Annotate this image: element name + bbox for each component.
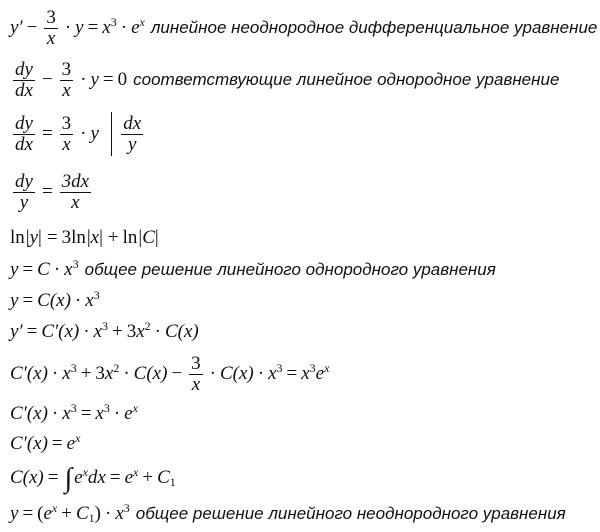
- numerator: 3: [61, 112, 72, 134]
- term: y′: [10, 17, 23, 38]
- operator: ·: [80, 123, 87, 144]
- term: C′(x): [10, 363, 48, 384]
- operator: ·: [120, 17, 128, 38]
- term: y: [10, 290, 19, 311]
- term: x: [85, 290, 94, 311]
- denominator: x: [191, 373, 201, 395]
- denominator: y: [19, 191, 29, 213]
- term: y′: [10, 321, 23, 342]
- term: 3: [95, 363, 105, 384]
- denominator: x: [62, 79, 71, 101]
- term: e: [124, 403, 133, 424]
- equation-line-3: [10, 110, 146, 158]
- fraction: [60, 114, 74, 155]
- term: C: [142, 227, 155, 248]
- term: y: [10, 503, 19, 524]
- exponent: x: [82, 464, 88, 479]
- fraction: [60, 60, 74, 101]
- denominator: x: [71, 191, 80, 213]
- fraction: [13, 60, 35, 101]
- term: C′(x): [41, 321, 80, 342]
- term: C(x): [37, 290, 71, 311]
- term: x: [115, 503, 124, 524]
- term: e: [66, 433, 76, 454]
- term: y: [29, 227, 39, 248]
- comment-text: линейное неоднородное дифференциальное уравнение: [150, 18, 598, 37]
- operator: ·: [64, 17, 72, 38]
- term: e: [315, 363, 325, 384]
- exponent: 3: [103, 400, 110, 415]
- term: ln: [122, 227, 138, 248]
- term: x: [268, 363, 277, 384]
- term: ln: [71, 227, 86, 248]
- numerator: dx: [123, 112, 142, 134]
- term: C: [157, 467, 170, 488]
- operator: =: [41, 181, 53, 202]
- term: C(x): [133, 363, 168, 384]
- operator: −: [41, 69, 53, 90]
- term: x: [93, 321, 102, 342]
- term: e: [131, 17, 140, 38]
- numerator: 3dx: [61, 170, 90, 192]
- term: x: [104, 363, 114, 384]
- equation-line-5: [10, 224, 160, 252]
- term: 0: [117, 69, 128, 90]
- term: C(x): [219, 363, 254, 384]
- numerator: dy: [15, 58, 33, 80]
- denominator: x: [62, 133, 71, 155]
- exponent: x: [51, 500, 58, 515]
- operator: +: [80, 363, 92, 384]
- operator: =: [286, 363, 298, 384]
- equation-line-8: [10, 318, 199, 346]
- exponent: x: [75, 430, 81, 445]
- subscript: 1: [169, 474, 176, 489]
- operator: =: [46, 227, 58, 248]
- operator: =: [22, 503, 34, 524]
- term: x: [102, 17, 111, 38]
- term: e: [74, 467, 83, 488]
- operator: ·: [104, 503, 112, 524]
- operator: −: [26, 17, 38, 38]
- operator: ·: [113, 403, 121, 424]
- equation-line-11: [10, 430, 80, 458]
- term: C: [37, 259, 50, 280]
- fraction: [13, 114, 35, 155]
- operator: =: [47, 467, 59, 488]
- denominator: y: [127, 133, 137, 155]
- operator: ·: [209, 363, 216, 384]
- operator: ·: [51, 403, 59, 424]
- term: C′(x): [10, 403, 48, 424]
- operator: +: [112, 321, 123, 342]
- operator: =: [41, 123, 53, 144]
- abs-value: |y|: [25, 227, 42, 248]
- equation-line-1: [10, 4, 597, 52]
- fraction: [121, 114, 143, 155]
- term: y: [10, 259, 19, 280]
- operator: =: [102, 69, 114, 90]
- equation-line-2: [10, 56, 559, 104]
- equation-line-7: [10, 287, 100, 315]
- term: ln: [10, 227, 25, 248]
- operator: +: [142, 467, 154, 488]
- paren: (: [37, 503, 44, 524]
- term: e: [124, 467, 134, 488]
- exponent: 2: [113, 360, 120, 375]
- operator: +: [61, 503, 72, 524]
- term: C′(x): [10, 433, 48, 454]
- term: 3: [126, 321, 137, 342]
- denominator: dx: [15, 79, 33, 101]
- term: x: [136, 321, 145, 342]
- operator: ·: [53, 259, 61, 280]
- term: C: [75, 503, 89, 524]
- numerator: dy: [15, 170, 33, 192]
- abs-value: |C|: [138, 227, 159, 248]
- equation-line-6: [10, 256, 496, 284]
- comment-text: соответствующие линейное однородное уравнение: [133, 70, 560, 89]
- term: x: [301, 363, 310, 384]
- operator: =: [80, 403, 92, 424]
- term: x: [62, 403, 71, 424]
- operator: +: [107, 227, 119, 248]
- equation-line-12: [10, 460, 176, 496]
- term: y: [90, 123, 99, 144]
- exponent: x: [132, 400, 138, 415]
- paren: ): [94, 503, 101, 524]
- term: 3: [61, 227, 72, 248]
- exponent: 3: [276, 360, 283, 375]
- operator: ·: [74, 290, 82, 311]
- comment-text: общее решение линейного неоднородного уравнения: [135, 504, 566, 523]
- term: y: [75, 17, 84, 38]
- numerator: dy: [15, 112, 33, 134]
- comment-text: общее решение линейного однородного уравнения: [84, 260, 496, 279]
- denominator: dx: [15, 133, 33, 155]
- operator: ·: [83, 321, 90, 342]
- numerator: 3: [191, 352, 201, 374]
- denominator: x: [46, 27, 56, 49]
- operator: −: [171, 363, 183, 384]
- equation-line-4: [10, 168, 94, 216]
- operator: =: [109, 467, 121, 488]
- term: x: [95, 403, 104, 424]
- operator: =: [51, 433, 63, 454]
- exponent: x: [139, 14, 145, 29]
- operator: =: [22, 290, 34, 311]
- subscript: 1: [88, 510, 95, 525]
- exponent: 3: [110, 14, 117, 29]
- fraction: [44, 8, 58, 49]
- separator-bar: [111, 112, 112, 156]
- term: x: [90, 227, 100, 248]
- term: e: [43, 503, 52, 524]
- exponent: 3: [93, 287, 100, 302]
- fraction: [189, 354, 203, 395]
- term: dx: [87, 467, 106, 488]
- term: y: [90, 69, 99, 90]
- operator: ·: [51, 363, 59, 384]
- operator: ·: [154, 321, 161, 342]
- operator: ·: [123, 363, 130, 384]
- exponent: 3: [72, 256, 79, 271]
- term: C(x): [164, 321, 199, 342]
- term: x: [64, 259, 73, 280]
- numerator: 3: [46, 6, 56, 28]
- operator: ·: [257, 363, 265, 384]
- operator: =: [26, 321, 38, 342]
- exponent: 3: [70, 400, 77, 415]
- equation-line-10: [10, 400, 138, 428]
- term: x: [62, 363, 71, 384]
- equation-line-9: [10, 350, 329, 398]
- fraction: [60, 172, 91, 213]
- exponent: 3: [70, 360, 77, 375]
- numerator: 3: [61, 58, 72, 80]
- operator: ·: [80, 69, 87, 90]
- abs-value: |x|: [86, 227, 103, 248]
- fraction: [13, 172, 35, 213]
- exponent: 2: [144, 318, 151, 333]
- equation-line-13: [10, 500, 566, 528]
- operator: =: [87, 17, 99, 38]
- operator: =: [22, 259, 34, 280]
- exponent: 3: [309, 360, 316, 375]
- exponent: 3: [123, 500, 130, 515]
- integral-sign: ∫: [64, 463, 73, 494]
- term: C(x): [10, 467, 44, 488]
- exponent: x: [324, 360, 330, 375]
- exponent: x: [133, 464, 139, 479]
- exponent: 3: [102, 318, 108, 333]
